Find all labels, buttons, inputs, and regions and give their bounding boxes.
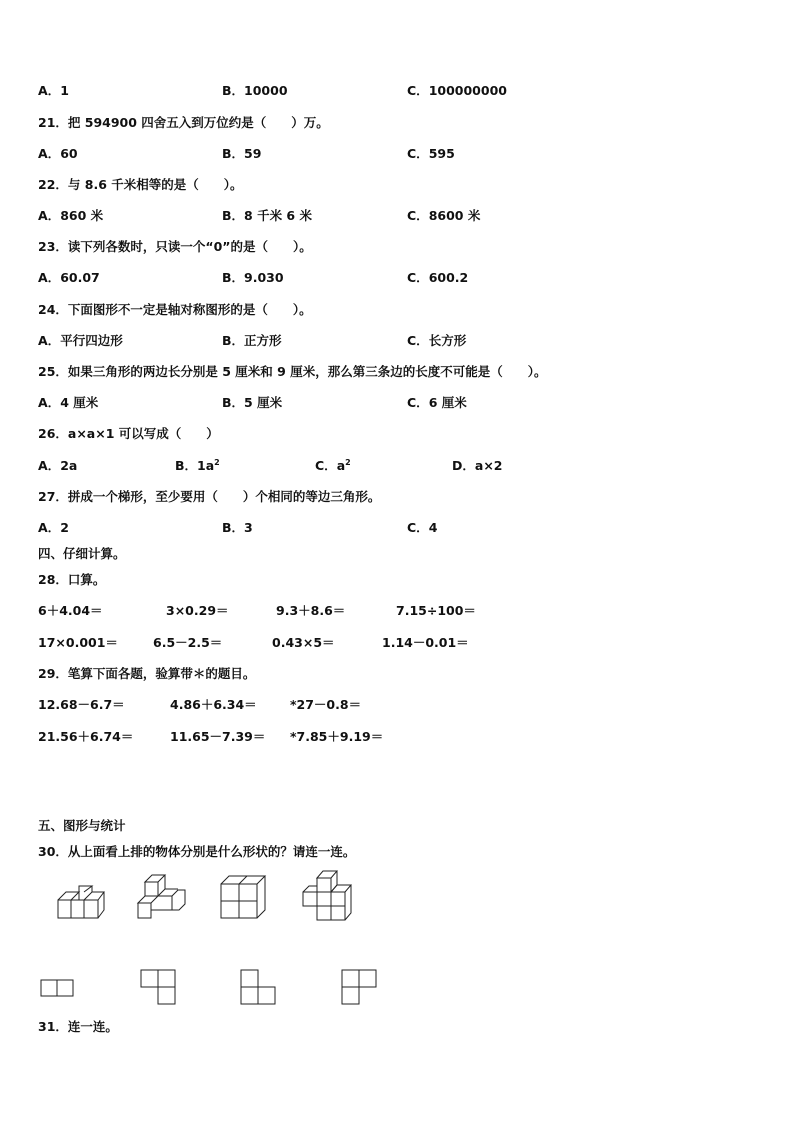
- q27-option-letter: C．: [407, 520, 429, 535]
- q24-option-text: 长方形: [428, 333, 467, 348]
- q28-item: 7.15÷100＝: [396, 603, 476, 618]
- q22-option-text: 8600 米: [428, 208, 481, 223]
- q26-option-text: 1a: [197, 458, 215, 473]
- q24-option-letter: C．: [407, 333, 429, 348]
- q22-option-a: [38, 208, 103, 224]
- q24-option-letter: B．: [222, 333, 245, 348]
- q29-stem: 29．笔算下面各题，验算带＊的题目。: [38, 666, 256, 681]
- q25-option-text: 4 厘米: [60, 395, 99, 410]
- section-4-title: 四、仔细计算。: [38, 546, 126, 561]
- q24-option-c: [407, 333, 466, 349]
- q28-item: 0.43×5＝: [272, 635, 335, 650]
- q21-option-text: 595: [428, 146, 455, 161]
- q27-option-b: [222, 520, 253, 536]
- q27-option-text: 2: [60, 520, 69, 535]
- q25-option-text: 6 厘米: [428, 395, 467, 410]
- q22-option-text: 860 米: [60, 208, 104, 223]
- q23-option-b: [222, 270, 284, 286]
- q25-option-letter: C．: [407, 395, 429, 410]
- q24-option-text: 正方形: [244, 333, 282, 348]
- q22-option-c: [407, 208, 480, 224]
- q29-item: 11.65－7.39＝: [170, 729, 266, 744]
- q30-stem: 30．从上面看上排的物体分别是什么形状的？请连一连。: [38, 844, 356, 859]
- q28-item: 6＋4.04＝: [38, 603, 103, 618]
- q22-option-letter: A．: [38, 208, 61, 223]
- q21-option-letter: C．: [407, 146, 429, 161]
- q23-stem: 23．读下列各数时，只读一个“0”的是（ ）。: [38, 239, 312, 254]
- q22-stem: 22．与 8.6 千米相等的是（ ）。: [38, 177, 243, 192]
- q26-stem: 26．a×a×1 可以写成（ ）: [38, 426, 219, 441]
- q20-option-b: [222, 83, 288, 99]
- top-view-shape-2-image: [139, 968, 179, 1006]
- q26-option-letter: A．: [38, 458, 61, 473]
- q27-option-letter: A．: [38, 520, 61, 535]
- q29-item: 12.68－6.7＝: [38, 697, 125, 712]
- q20-option-letter: C．: [407, 83, 429, 98]
- q28-item: 17×0.001＝: [38, 635, 118, 650]
- q23-option-text: 9.030: [244, 270, 284, 285]
- q20-option-c: [407, 83, 507, 99]
- q23-option-a: [38, 270, 100, 286]
- q26-option-letter: B．: [175, 458, 198, 473]
- q21-option-letter: A．: [38, 146, 61, 161]
- q26-option-exponent: 2: [214, 457, 220, 467]
- q22-option-letter: C．: [407, 208, 429, 223]
- top-view-shape-3-image: [238, 968, 278, 1006]
- q26-option-b: [175, 458, 220, 474]
- q27-stem: 27．拼成一个梯形，至少要用（ ）个相同的等边三角形。: [38, 489, 381, 504]
- q24-option-b: [222, 333, 282, 349]
- q21-option-text: 59: [244, 146, 262, 161]
- q25-option-letter: A．: [38, 395, 61, 410]
- q25-option-b: [222, 395, 282, 411]
- q28-item: 6.5－2.5＝: [153, 635, 223, 650]
- cube-object-2-image: [134, 872, 190, 924]
- q25-option-a: [38, 395, 98, 411]
- q20-option-text: 1: [60, 83, 69, 98]
- q22-option-b: [222, 208, 312, 224]
- q26-option-a: [38, 458, 77, 474]
- top-view-shape-4-image: [339, 968, 379, 1006]
- q28-item: 3×0.29＝: [166, 603, 229, 618]
- q20-option-letter: B．: [222, 83, 245, 98]
- q22-option-letter: B．: [222, 208, 245, 223]
- q25-option-c: [407, 395, 467, 411]
- q24-option-text: 平行四边形: [60, 333, 123, 348]
- q29-item: 4.86＋6.34＝: [170, 697, 257, 712]
- q25-stem: 25．如果三角形的两边长分别是 5 厘米和 9 厘米，那么第三条边的长度不可能是（ ）。: [38, 364, 547, 379]
- q29-item: 21.56＋6.74＝: [38, 729, 134, 744]
- q23-option-letter: A．: [38, 270, 61, 285]
- q26-option-text: 2a: [60, 458, 78, 473]
- q28-stem: 28．口算。: [38, 572, 106, 587]
- q23-option-letter: B．: [222, 270, 245, 285]
- q26-option-d: [452, 458, 503, 474]
- q26-option-text: a×2: [474, 458, 503, 473]
- q27-option-text: 4: [428, 520, 438, 535]
- q21-stem: 21．把 594900 四舍五入到万位约是（ ）万。: [38, 115, 329, 130]
- q24-option-a: [38, 333, 123, 349]
- q27-option-letter: B．: [222, 520, 245, 535]
- top-view-shape-1-image: [40, 978, 76, 1000]
- q20-option-text: 100000000: [428, 83, 507, 98]
- q26-option-letter: D．: [452, 458, 475, 473]
- q25-option-letter: B．: [222, 395, 245, 410]
- q29-item: *27－0.8＝: [290, 697, 362, 712]
- q26-option-exponent: 2: [345, 457, 351, 467]
- q25-option-text: 5 厘米: [244, 395, 283, 410]
- q28-item: 9.3＋8.6＝: [276, 603, 346, 618]
- q29-item: *7.85＋9.19＝: [290, 729, 384, 744]
- q21-option-b: [222, 146, 261, 162]
- q20-option-letter: A．: [38, 83, 61, 98]
- q22-option-text: 8 千米 6 米: [244, 208, 312, 223]
- q21-option-c: [407, 146, 455, 162]
- q26-option-letter: C．: [315, 458, 337, 473]
- cube-object-3-image: [217, 874, 267, 920]
- q27-option-c: [407, 520, 437, 536]
- q26-option-c: [315, 458, 351, 474]
- q23-option-text: 600.2: [428, 270, 469, 285]
- q27-option-text: 3: [244, 520, 253, 535]
- q21-option-letter: B．: [222, 146, 245, 161]
- q23-option-c: [407, 270, 468, 286]
- q21-option-text: 60: [60, 146, 78, 161]
- q31-stem: 31．连一连。: [38, 1019, 118, 1034]
- q20-option-a: [38, 83, 69, 99]
- q21-option-a: [38, 146, 78, 162]
- q24-stem: 24．下面图形不一定是轴对称图形的是（ ）。: [38, 302, 312, 317]
- cube-object-1-image: [56, 884, 106, 920]
- q26-option-text: a: [336, 458, 346, 473]
- q24-option-letter: A．: [38, 333, 61, 348]
- cube-object-4-image: [299, 868, 355, 922]
- q23-option-text: 60.07: [60, 270, 100, 285]
- q20-option-text: 10000: [244, 83, 288, 98]
- q23-option-letter: C．: [407, 270, 429, 285]
- q27-option-a: [38, 520, 69, 536]
- section-5-title: 五、图形与统计: [38, 818, 126, 833]
- q28-item: 1.14－0.01＝: [382, 635, 469, 650]
